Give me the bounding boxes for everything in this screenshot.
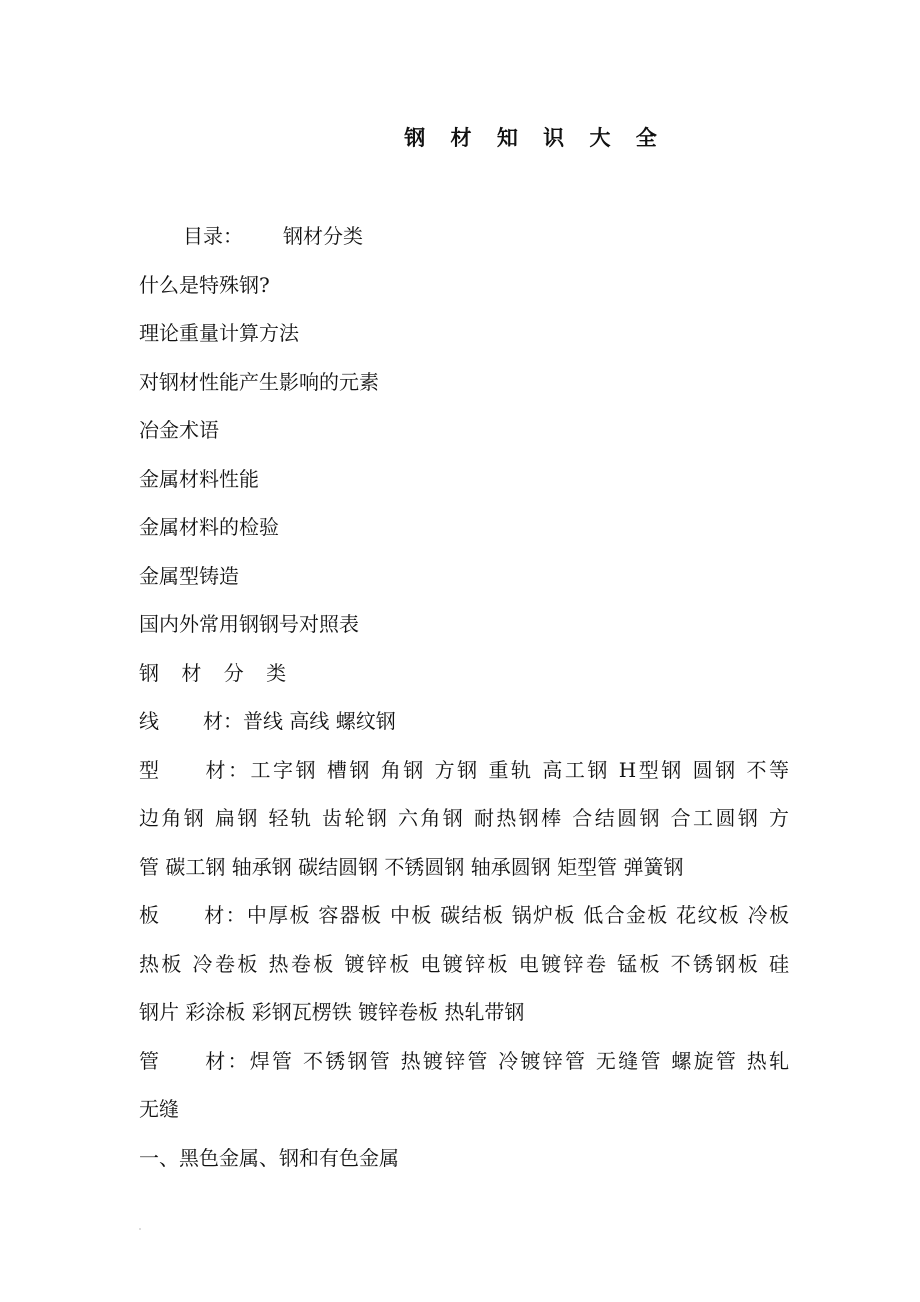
category-items: 焊管 不锈钢管 热镀锌管 冷镀锌管 无缝管 螺旋管 热轧	[249, 1048, 790, 1073]
category-suffix: 材：	[203, 903, 247, 927]
category-name: 板	[139, 903, 159, 927]
toc-item: 对钢材性能产生影响的元素	[139, 369, 379, 394]
toc-item: 金属型铸造	[139, 563, 239, 588]
category-wire	[139, 697, 789, 746]
toc-item: 国内外常用钢钢号对照表	[139, 612, 359, 636]
toc-header	[139, 212, 789, 261]
category-items-continued: 管 碳工钢 轴承钢 碳结圆钢 不锈圆钢 轴承圆钢 矩型管 弹簧钢	[139, 854, 684, 879]
category-items: 普线 高线 螺纹钢	[243, 709, 396, 733]
toc-item: 金属材料的检验	[139, 515, 279, 539]
category-suffix: 材：	[203, 757, 251, 782]
toc-item: 冶金术语	[139, 418, 219, 442]
category-pipe	[139, 1037, 789, 1086]
toc-item: 钢材分类	[283, 224, 363, 248]
toc-item: 什么是特殊钢?	[139, 272, 270, 297]
section-one-heading: 一、黑色金属、钢和有色金属	[139, 1145, 399, 1170]
category-items-continued: 无缝	[139, 1097, 179, 1121]
category-section-steel	[139, 746, 789, 795]
category-items: 中厚板 容器板 中板 碳结板 锅炉板 低合金板 花纹板 冷板	[246, 903, 789, 927]
category-name: 管	[139, 1048, 159, 1073]
category-items-continued: 钢片 彩涂板 彩钢瓦楞铁 镀锌卷板 热轧带钢	[139, 1000, 525, 1024]
category-items-continued: 热板 冷卷板 热卷板 镀锌板 电镀锌板 电镀锌卷 锰板 不锈钢板 硅	[139, 951, 789, 976]
category-name: 线	[139, 709, 159, 733]
toc-item: 金属材料性能	[139, 466, 259, 491]
category-name: 型	[139, 757, 159, 782]
category-suffix: 材：	[203, 709, 243, 733]
toc-item: 理论重量计算方法	[139, 321, 299, 345]
document-body	[139, 212, 789, 1182]
category-plate	[139, 891, 789, 940]
category-suffix: 材：	[203, 1048, 250, 1073]
page-mark	[139, 1228, 141, 1230]
category-items-continued: 边角钢 扁钢 轻轨 齿轮钢 六角钢 耐热钢棒 合结圆钢 合工圆钢 方	[139, 806, 789, 830]
toc-label: 目录：	[183, 224, 243, 248]
document-title: 钢 材 知 识 大 全	[404, 125, 666, 150]
category-items: 工字钢 槽钢 角钢 方钢 重轨 高工钢 H型钢 圆钢 不等	[250, 757, 790, 782]
section-heading: 钢 材 分 类	[139, 660, 295, 685]
